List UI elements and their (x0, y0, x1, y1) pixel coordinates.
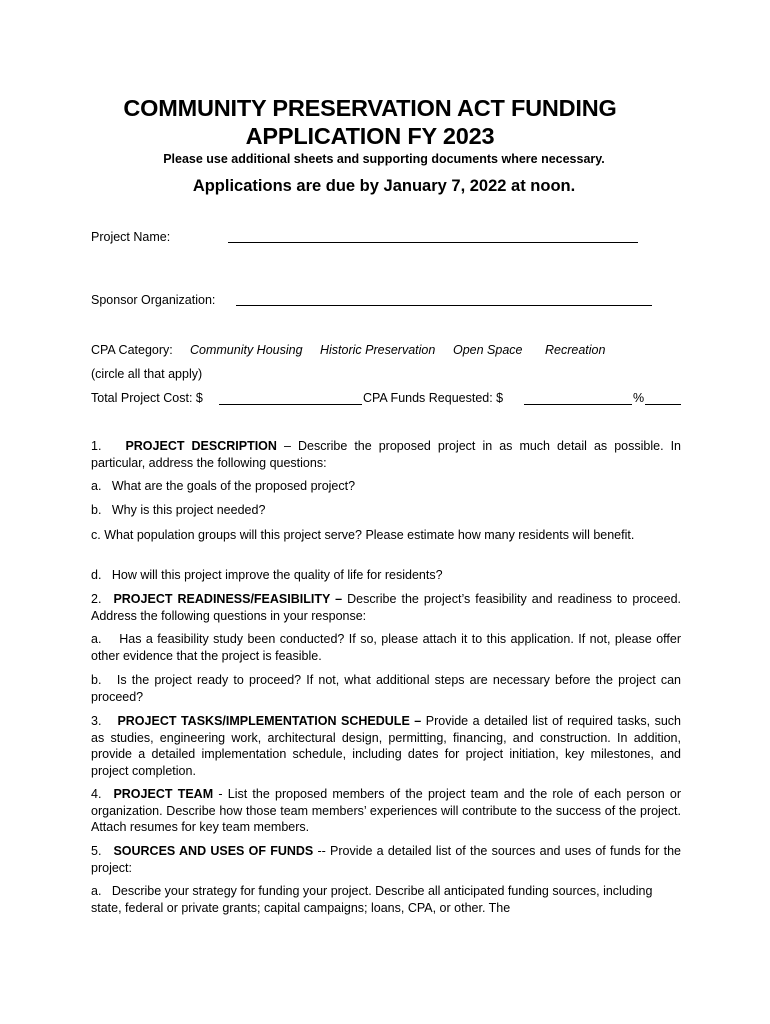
section-3-number: 3. (91, 714, 102, 728)
title-line-1: COMMUNITY PRESERVATION ACT FUNDING (123, 95, 617, 121)
section-1-heading: PROJECT DESCRIPTION (125, 439, 277, 453)
cpa-funds-requested-field[interactable] (524, 404, 632, 405)
section-1-description (91, 438, 681, 471)
question-1c: c. What population groups will this project serve? Please estimate how many residents will benefit. (91, 528, 635, 542)
cpa-category-row (91, 343, 606, 357)
due-date-notice: Applications are due by January 7, 2022 at noon. (192, 177, 576, 195)
section-4-number: 4. (91, 787, 102, 801)
question-2b: b. Is the project ready to proceed? If not, what additional steps are necessary before the project can proceed? (91, 673, 681, 704)
section-1-number: 1. (91, 439, 102, 453)
section-3-tasks (91, 713, 681, 779)
question-5a: a. Describe your strategy for funding your project. Describe all anticipated funding sources, including state, federal or private grants; capital campaigns; loans, CPA, or other. The (91, 884, 653, 915)
percent-field[interactable] (645, 404, 681, 405)
total-project-cost-label: Total Project Cost: $ (91, 391, 203, 405)
total-project-cost-field[interactable] (219, 404, 362, 405)
sponsor-organization-label: Sponsor Organization: (91, 293, 216, 307)
circle-all-note: (circle all that apply) (91, 367, 203, 381)
cpa-category-label: CPA Category: (91, 343, 173, 357)
instructions-note: Please use additional sheets and supporting documents where necessary. (163, 152, 605, 166)
section-4-team (91, 786, 681, 836)
section-4-text: - List the proposed members of the project team and the role of each person or organization. Describe how those team members’ experiences will contribute to the success of the project. Attach resumes for key team members. (91, 787, 681, 834)
section-5-number: 5. (91, 844, 102, 858)
project-name-label: Project Name: (91, 230, 171, 244)
section-5-heading: SOURCES AND USES OF FUNDS (113, 844, 314, 858)
question-1b: b. Why is this project needed? (91, 503, 266, 517)
cpa-funds-requested-label: CPA Funds Requested: $ (363, 391, 504, 405)
category-historic-preservation[interactable]: Historic Preservation (320, 343, 436, 357)
section-4-heading: PROJECT TEAM (113, 787, 214, 801)
section-2-readiness (91, 591, 681, 624)
percent-sign: % (633, 391, 645, 405)
project-name-field[interactable] (228, 242, 638, 243)
question-1a: a. What are the goals of the proposed project? (91, 479, 356, 493)
category-open-space[interactable]: Open Space (453, 343, 523, 357)
section-5-text: -- Provide a detailed list of the sources and uses of funds for the project: (91, 844, 681, 875)
question-2a: a. Has a feasibility study been conducted? If so, please attach it to this application. If not, please offer other evidence that the project is feasible. (91, 632, 681, 663)
section-3-text: Provide a detailed list of required tasks, such as studies, engineering work, architectural design, permitting, financing, and construction. In addition, provide a detailed implementation schedule, including dates for project initiation, key milestones, and project completion. (91, 714, 681, 778)
page-title (60, 94, 680, 150)
sponsor-organization-field[interactable] (236, 305, 652, 306)
section-2-heading: PROJECT READINESS/FEASIBILITY – (113, 592, 343, 606)
section-2-text: Describe the project’s feasibility and readiness to proceed. Address the following questions in your response: (91, 592, 681, 623)
section-1-text: – Describe the proposed project in as much detail as possible. In particular, address the following questions: (91, 439, 681, 470)
title-line-2: APPLICATION FY 2023 (245, 123, 495, 149)
question-1d: d. How will this project improve the quality of life for residents? (91, 568, 443, 582)
category-community-housing[interactable]: Community Housing (190, 343, 303, 357)
category-recreation[interactable]: Recreation (545, 343, 606, 357)
section-5-funds (91, 843, 681, 876)
section-3-heading: PROJECT TASKS/IMPLEMENTATION SCHEDULE – (117, 714, 422, 728)
section-2-number: 2. (91, 592, 102, 606)
